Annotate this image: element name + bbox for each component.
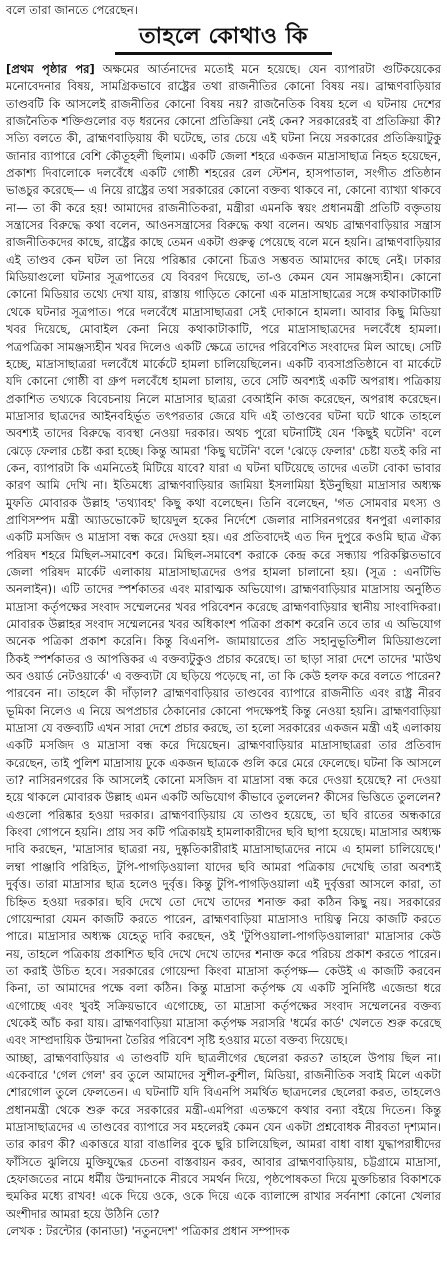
article-headline: তাহলে কোথাও কি bbox=[115, 22, 332, 55]
article-paragraph bbox=[6, 61, 441, 1050]
continued-text-line: বলে তারা জানতে পেরেছেন। bbox=[6, 3, 138, 17]
author-byline: লেখক : টরন্টোর (কানাডা) 'নতুনদেশ' পত্রিকার প্রধান সম্পাদক bbox=[6, 1224, 290, 1239]
headline-container bbox=[6, 22, 441, 55]
article-paragraph: আচ্ছা, ব্রাহ্মণবাড়িয়ার এ তাণ্ডবটি যদি ছাত্রলীগের ছেলেরা করত? তাহলে উপায় ছিল না। একেবারে 'গেল গেল' রব তুলে আমাদের সুশীল-কুশীল, মিডিয়া, রাজনীতিক সবাই মিলে একটা শোরগোল তুলে ফেলতেন। এ ঘটনাটি যদি বিএনপি সমর্থিত ছাত্রদলের ছেলেরা করত, তাহলেও প্রধানমন্ত্রী থেকে শুরু করে সরকারের মন্ত্রী-এমপিরা এতক্ষণে কথার বন্যা বইয়ে দিতেন। কিন্তু মাদ্রাসাছাত্রদের এ তাণ্ডবের ব্যাপারে সব মহলেরই কেমন যেন একটা প্রশ্নবোধক নীরবতা দৃশ্যমান। তার কারণ কী? একাত্তরে যারা বাঙালির বুকে ছুরি চালিয়েছিল, আমরা বাধা বাধা যুদ্ধাপরাধীদের ফাঁসিতে ঝুলিয়ে মুক্তিযুদ্ধের চেতনা বাস্তবায়ন করব, আবার ব্রাহ্মণবাড়িয়ায়, চট্টগ্রামে মাদ্রাসা, হেফাজতের নামে ধর্মীয় উন্মাদনাকে নীরবে সমর্থন দিয়ে, পৃষ্ঠপোষকতা দিয়ে মুক্তচিন্তার বিকাশকে হুমকির মধ্যে রাখব! একে দিয়ে ওকে, ওকে দিয়ে একে ব্যালান্সে রাখার সর্বনাশা কোনো খেলার অংশীদার আমরা হয়ে উঠিনি তো? bbox=[6, 1050, 441, 1221]
continued-from-page-marker: [প্রথম পৃষ্ঠার পর] bbox=[6, 62, 95, 76]
article-body bbox=[6, 61, 441, 1240]
paragraph-text: অক্ষমের আর্তনাদের মতোই মনে হয়েছে। যেন ব্যাপারটা গুটিকয়েকের মনোবেদনার বিষয়, সামগ্রিকভাবে রাষ্ট্রের তথা রাজনীতির কোনো বিষয় নয়। ব্রাহ্মণবাড়িয়ার তাণ্ডবটি কি আসলেই রাজনীতির কোনো বিষয় নয়? রাজনৈতিক বিষয় হলে এ ঘটনায় দেশের রাজনৈতিক শক্তিগুলোর বড় ধরনের কোনো প্রতিক্রিয়া নেই কেন? সরকারেরই বা প্রতিক্রিয়া কী? সত্যি বলতে কী, ব্রাহ্মণবাড়িয়ায় কী ঘটেছে, তার চেয়ে এই ঘটনা নিয়ে সরকারের প্রতিক্রিয়াটুকু জানার ব্যাপারে বেশি কৌতূহলী ছিলাম। একটি জেলা শহরে একজন মাদ্রাসাছাত্র নিহত হয়েছেন, প্রকাশ্য দিবালোকে দলবেঁধে একটি গোষ্ঠী শহরের রেল স্টেশন, হাসপাতাল, সংগীত প্রতিষ্ঠান ভাঙচুর করেছে— এ নিয়ে রাষ্ট্রের তথা সরকারের কোনো বক্তব্য থাকবে না, কোনো ব্যাখ্যা থাকবে না— তা কী করে হয়! আমাদের রাজনীতিকরা, মন্ত্রীরা এমনকি স্বয়ং প্রধানমন্ত্রী প্রতিটি বক্তৃতায় সন্ত্রাসের বিরুদ্ধে কথা বলেন, আওনসন্ত্রাসের বিরুদ্ধে কথা বলেন। অথচ ব্রাহ্মণবাড়িয়ার সন্ত্রাস রাজনীতিকদের কাছে, রাষ্ট্রের কাছে তেমন একটা গুরুত্ব পেয়েছে বলে মনে হয়নি। ব্রাহ্মণবাড়িয়ার এই তাণ্ডব কেন ঘটল তা নিয়ে পরিষ্কার কোনো চিত্রও সম্ভবত আমাদের কাছে নেই। ঢাকার মিডিয়াগুলো ঘটনার সূত্রপাতের যে বিবরণ দিয়েছে, তা-ও কেমন যেন সামঞ্জস্যহীন। কোনো কোনো মিডিয়ার তথ্যে দেখা যায়, রাস্তায় গাড়িতে কোনো এক মাদ্রাসাছাত্রের সঙ্গে কথাকাটাকাটি থেকে ঘটনার সূত্রপাত। পরে দলবেঁধে মাদ্রাসাছাত্ররা সেই দোকানে হামলা। আবার কিছু মিডিয়া খবর দিয়েছে, মোবাইল কেনা নিয়ে কথাকাটাকাটি, পরে মাদ্রাসাছাত্রদের দলবেঁধে হামলা। পত্রপত্রিকা সামঞ্জস্যহীন খবর দিলেও একটি ক্ষেত্রে তাদের পরিবেশিত সংবাদের মিল আছে। সেটি হচ্ছে, মাদ্রাসাছাত্ররা দলবেঁধে মার্কেটে হামলা চালিয়েছিলেন। একটি ব্যবসাপ্রতিষ্ঠানে বা মার্কেটে যদি কোনো গোষ্ঠী বা গ্রুপ দলবেঁধে হামলা চালায়, তবে সেটি অবশ্যই একটি অপরাধ। পত্রিকায় প্রকাশিত তথ্যকে বিবেচনায় নিলে মাদ্রাসার ছাত্ররা বেআইনি কাজ করেছেন, অপরাধ করেছেন। মাদ্রাসার ছাত্রদের আইনবহির্ভূত তৎপরতার জেরে যদি এই তাণ্ডবের ঘটনা ঘটে থাকে তাহলে অবশ্যই তাদের বিরুদ্ধে ব্যবস্থা নেওয়া দরকার। অথচ পুরো ঘটনাটিই যেন 'কিছুই ঘটেনি' বলে ঝেড়ে ফেলার চেষ্টা করা হচ্ছে। কিন্তু আমরা 'কিছু ঘটেনি' বলে 'ঝেড়ে ফেলার' চেষ্টা যতই করি না কেন, ব্যাপারটা কি এমনিতেই মিটিয়ে যাবে? যারা এ ঘটনা ঘটিয়েছে তাদের এতটা বোকা ভাবার কারণ আমি দেখি না। ইতিমধ্যে ব্রাহ্মণবাড়িয়ার জামিয়া ইসলামিয়া ইউনুছিয়া মাদ্রাসার অধ্যক্ষ মুফতি মোবারক উল্লাহ 'তথ্যাবহ' কিছু কথা বলেছেন। তিনি বলেছেন, 'গত সোমবার মৎস্য ও প্রাণিসম্পদ মন্ত্রী অ্যাডভোকেট ছায়েদুল হকের নির্দেশে জেলার নাসিরনগরের ধনপুরা এলাকার একটি মসজিদ ও মাদ্রাসা বন্ধ করে দেওয়া হয়। এর প্রতিবাদেই এত দিন দুপুরে কওমি ছাত্র ঐক্য পরিষদ শহরে মিছিল-সমাবেশ করে। মিছিল-সমাবেশ করাকে কেন্দ্র করে সন্ধ্যায় পরিকল্পিতভাবে জেলা পরিষদ মার্কেট এলাকায় মাদ্রাসাছাত্রদের ওপর হামলা চালানো হয়। (সূত্র : এনটিভি অনলাইন)। এটি তাদের স্পর্শকাতর এবং মারাত্মক অভিযোগ। ব্রাহ্মণবাড়িয়ার মাদ্রাসায় অনুষ্ঠিত মাদ্রাসা কর্তৃপক্ষের সংবাদ সম্মেলনের খবর পরিবেশন করেছে ব্রাহ্মণবাড়িয়ার স্থানীয় সাংবাদিকরা। মোবারক উল্লাহর সংবাদ সম্মেলনের খবর অধিকাংশ পত্রিকা প্রকাশ করেনি তবে তার এ অভিযোগ অনেক পত্রিকা প্রকাশ করেনি। কিন্তু বিএনপি- জামায়াতের প্রতি সহানুভূতিশীল মিডিয়াগুলো ঠিকই স্পর্শকাতর ও আপত্তিকর এ বক্তব্যটুকুও প্রচার করেছে। তা ছাড়া সারা দেশে তাদের 'মাউথ অব ওয়ার্ড নেটওয়ার্কে' এ বক্তব্যটা যে ছড়িয়ে পড়েছে না, তা কি কেউ হলফ করে বলতে পারেন? পারবেন না। তাহলে কী দাঁড়াল? ব্রাহ্মণবাড়িয়ার তাণ্ডবের ব্যাপারে রাজনীতি এবং রাষ্ট্র নীরব ভূমিকা নিলেও এ নিয়ে অপপ্রচার ঠেকানোর কোনো পদক্ষেপই কিন্তু নেওয়া হয়নি। ব্রাহ্মণবাড়িয়া মাদ্রাসা যে বক্তব্যটি এখন সারা দেশে প্রচার করছে, তা হলো সরকারের একজন মন্ত্রী এই এলাকায় একটি মসজিদ ও মাদ্রাসা বন্ধ করে দিয়েছেন। ব্রাহ্মণবাড়িয়ার মাদ্রাসাছাত্ররা তার প্রতিবাদ করেছেন, তাই পুলিশ মাদ্রাসায় ঢুকে একজন ছাত্রকে গুলি করে মেরে ফেলেছে। ঘটনা কি আসলে তা? নাসিরনগরের কি আসলেই কোনো মসজিদ বা মাদ্রাসা বন্ধ করে দেওয়া হয়েছে? না দেওয়া হয়ে থাকলে মোবারক উল্লাহ এমন একটি অভিযোগ কীভাবে তুললেন? কীসের ভিত্তিতে তুললেন? এগুলো পরিষ্কার হওয়া দরকার। ব্রাহ্মণবাড়িয়ায় যে তাণ্ডব হয়েছে, তা ছবি রাতের অন্ধকারে কিংবা গোপনে হয়নি। প্রায় সব কটি পত্রিকায়ই হামলাকারীদের ছবি ছাপা হয়েছে। মাদ্রাসার অধ্যক্ষ দাবি করছেন, 'মাদ্রাসার ছাত্ররা নয়, দুষ্কৃতিকারীরাই মাদ্রাসাছাত্রদের নামে এ হামলা চালিয়েছে।' লম্বা পাঞ্জাবি পরিহিত, টুপি-পাগড়িওয়ালা যাদের ছবি আমরা পত্রিকায় দেখেছি তারা অবশ্যই দুর্বৃত্ত। তারা মাদ্রাসার ছাত্র হলেও দুর্বৃত্ত। কিন্তু টুপি-পাগড়িওয়ালা এই দুর্বৃত্তরা আসলে কারা, তা চিহ্নিত হওয়া দরকার। ছবি দেখে তো দেখে তাদের শনাক্ত করা কঠিন কিছু নয়। সরকারের গোয়েন্দারা যেমন কাজটি করতে পারেন, ব্রাহ্মণবাড়িয়া মাদ্রাসাও দায়িত্ব নিয়ে কাজটি করতে পারে। মাদ্রাসার অধ্যক্ষ যেহেতু দাবি করছেন, ওই 'টুপিওয়ালা-পাগড়িওয়ালারা' মাদ্রাসার কেউ নয়, তাহলে পত্রিকায় প্রকাশিত ছবি দেখে দেখে তাদের শনাক্ত করে পরিচয় প্রকাশ করতে পারেন। তা করাই উচিত হবে। সরকারের গোয়েন্দা কিংবা মাদ্রাসা কর্তৃপক্ষ— কেউই এ কাজটি করবেন কিনা, তা আমাদের পক্ষে বলা কঠিন। কিন্তু মাদ্রাসা কর্তৃপক্ষ যে একটি সুনির্দিষ্ট এজেন্ডা ধরে এগোচ্ছে এবং খুবই সক্রিয়ভাবে এগোচ্ছে, তা মাদ্রাসা কর্তৃপক্ষের সংবাদ সম্মেলনের বক্তব্য থেকেই আঁচ করা যায়। ব্রাহ্মণবাড়িয়া মাদ্রাসা কর্তৃপক্ষ সরাসরি 'ধর্মের কার্ড' খেলতে শুরু করেছে এবং সাম্প্রদায়িক উন্মাদনা তৈরির পরিবেশ সৃষ্টি হওয়ার মতো বক্তব্য দিয়েছে। bbox=[6, 62, 441, 1048]
